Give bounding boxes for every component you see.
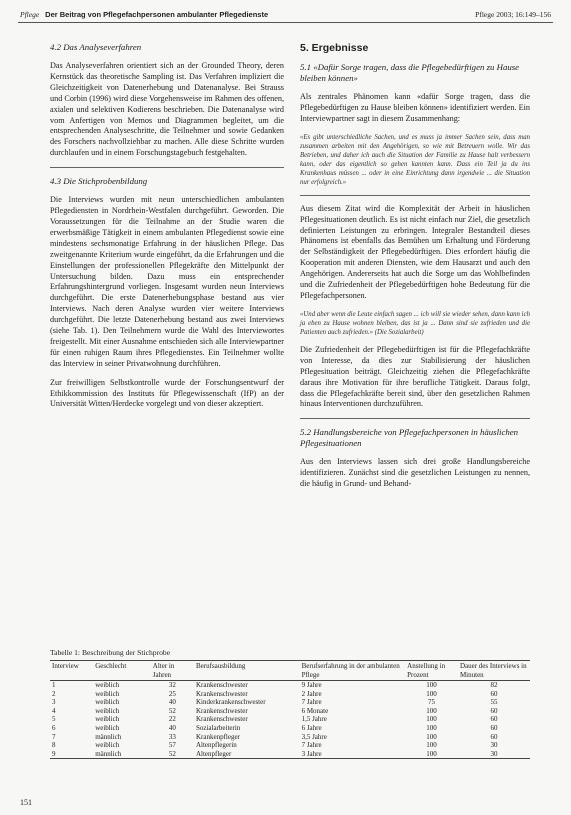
col-header-age: Alter in Jahren bbox=[151, 661, 194, 681]
table-row bbox=[50, 707, 530, 716]
section-4-3-heading: 4.3 Die Stichprobenbildung bbox=[50, 176, 148, 187]
cell-interview: 9 bbox=[50, 750, 93, 759]
table-header-row bbox=[50, 661, 530, 681]
cell-duration: 30 bbox=[458, 750, 530, 759]
table-body bbox=[50, 681, 530, 759]
col-header-training: Berufsausbildung bbox=[194, 661, 300, 681]
section-5-1-paragraph-2: Aus diesem Zitat wird die Komplexität der Arbeit in häuslichen Pflegesituationen deutlich. Es ist nicht einfach nur Ziel, die gesetzlich definierten Leistungen zu erbringen. Integraler Bestandteil dieses Phänomens ist ebenfalls das Bemühen um Erhaltung und Förderung der Selbständigkeit der Pflegebedürftigen. Dies erfordert häufig die Kooperation mit anderen Diensten, wie dem Hausarzt und auch den Angehörigen. Andererseits hat auch die Sorge um das Wohlbefinden und die Zufriedenheit der Pflegebedürftigen hohe Bedeutung für die Pflegefachpersonen. bbox=[300, 203, 530, 300]
cell-duration: 60 bbox=[490, 689, 498, 698]
section-4-2-paragraph: Das Analyseverfahren orientiert sich an der Grounded Theory, deren Kernstück das theoretische Sampling ist. Das Verfahren impliziert die Gleichzeitigkeit von Datenerhebung und Datenanalyse. Bei Strauss und Corbin (1996) wird diese Vorgehensweise im Rahmen des offenen, axialen und selektiven Kodierens beschrieben. Die Datenanalyse wird vom Anfertigen von Memos und Diagrammen begleitet, um die entsprechenden Analyseschritte, die Teilnehmer und sowie Gedanken des Forschers nachvollziehbar zu machen. Alle diese Schritte wurden durchlaufen und in einem Forschungstagebuch festgehalten. bbox=[50, 61, 284, 158]
cell-interview: 7 bbox=[52, 732, 56, 741]
cell-experience: 3 Jahre bbox=[300, 750, 406, 759]
cell-age: 22 bbox=[168, 715, 176, 724]
left-column bbox=[50, 42, 284, 418]
citation: Pflege 2003; 16:149–156 bbox=[475, 10, 551, 19]
cell-employment: 100 bbox=[426, 706, 437, 715]
cell-age: 40 bbox=[168, 698, 176, 707]
table-row bbox=[50, 681, 530, 690]
cell-experience: 6 Monate bbox=[301, 706, 329, 715]
cell-training: Krankenschwester bbox=[195, 706, 248, 715]
cell-training: Altenpflegerin bbox=[195, 741, 237, 750]
section-5-2-heading: 5.2 Handlungsbereiche von Pflegefachpersonen in häuslichen Pflegesituationen bbox=[300, 427, 519, 449]
cell-training: Altenpfleger bbox=[194, 750, 300, 759]
cell-interview: 5 bbox=[52, 715, 56, 724]
cell-training: Krankenschwester bbox=[195, 689, 248, 698]
cell-duration: 60 bbox=[490, 723, 498, 732]
cell-gender: weiblich bbox=[95, 689, 120, 698]
interview-quote-1: «Es gibt unterschiedliche Sachen, und es muss ja immer Sachen sein, dass man zusammen arbeiten mit den Angehörigen, so wie mit Betreuern wolle. Wir das Betrieben, und daher ich auch die Situation der Familie zu Hause halt verbessern kann, oder das eigentlich so gehen kannten kann. Dass ein Teil ja du ins Krankenhaus müssen ... oder in eine Einrichtung dann irgendwie ... die Situation nur erfolgreich.» bbox=[300, 133, 530, 186]
cell-gender: weiblich bbox=[95, 706, 120, 715]
cell-age: 52 bbox=[151, 750, 194, 759]
cell-training: Sozialarbeiterin bbox=[195, 723, 241, 732]
sample-table bbox=[50, 648, 530, 759]
cell-gender: männlich bbox=[93, 750, 151, 759]
running-title: Der Beitrag von Pflegefachpersonen ambulanter Pflegedienste bbox=[45, 10, 269, 19]
cell-interview: 3 bbox=[52, 698, 56, 707]
cell-interview: 6 bbox=[52, 723, 56, 732]
section-5-1-heading: 5.1 «Dafür Sorge tragen, dass die Pflegebedürftigen zu Hause bleiben können» bbox=[300, 62, 520, 83]
cell-duration: 60 bbox=[490, 706, 498, 715]
cell-training: Krankenschwester bbox=[195, 681, 248, 689]
cell-employment: 100 bbox=[405, 750, 458, 759]
cell-age: 40 bbox=[168, 723, 176, 732]
interview-quote-2: «Und aber wenn die Leute einfach sagen ... ich will sie wieder sehen, dann kann ich ja eben zu Hause wohnen bleiben, das ist ja ... Dann sind sie zufrieden und die Patienten auch zufrieden.» (Die Sozialarbeit) bbox=[300, 310, 530, 336]
running-head bbox=[20, 10, 268, 19]
col-header-duration: Dauer des Interviews in Minuten bbox=[458, 661, 530, 681]
table-row bbox=[50, 715, 530, 724]
cell-employment: 100 bbox=[426, 723, 437, 732]
cell-age: 25 bbox=[168, 689, 176, 698]
section-5-heading: 5. Ergebnisse bbox=[300, 42, 369, 54]
section-5-1-paragraph-3: Die Zufriedenheit der Pflegebedürftigen ist für die Pflegefachkräfte von Interesse, da dies zur Stabilisierung der häuslichen Pflegesituation beiträgt. Gleichzeitig ziehen die Pflegefachkräfte daraus ihre Motivation für ihre berufliche Tätigkeit. Daraus folgt, dass die Pflegefachkräfte bereit sind, über den gesetzlichen Rahmen hinaus Interventionen durchzuführen. bbox=[300, 344, 530, 409]
cell-age: 32 bbox=[168, 681, 176, 689]
cell-age: 33 bbox=[168, 732, 176, 741]
cell-experience: 9 Jahre bbox=[301, 681, 322, 689]
cell-duration: 60 bbox=[490, 715, 498, 724]
col-header-employment: Anstellung in Prozent bbox=[405, 661, 458, 681]
cell-employment: 100 bbox=[426, 741, 437, 750]
cell-duration: 55 bbox=[490, 698, 498, 707]
table-row bbox=[50, 733, 530, 742]
page-number: 151 bbox=[20, 798, 32, 807]
cell-gender: weiblich bbox=[95, 715, 120, 724]
cell-training: Kinderkrankenschwester bbox=[195, 698, 266, 707]
cell-experience: 7 Jahre bbox=[301, 741, 322, 750]
section-divider bbox=[50, 167, 284, 168]
cell-experience: 3,5 Jahre bbox=[301, 732, 327, 741]
section-5-2-paragraph: Aus den Interviews lassen sich drei große Handlungsbereiche identifizieren. Zunächst sind die gesetzlichen Leistungen zu nennen, die häufig in Grund- und Behand- bbox=[300, 457, 530, 489]
section-divider bbox=[300, 418, 530, 419]
cell-experience: 2 Jahre bbox=[301, 689, 322, 698]
cell-gender: weiblich bbox=[95, 741, 120, 750]
right-column bbox=[300, 42, 530, 498]
col-header-interview: Interview bbox=[50, 661, 93, 681]
cell-interview: 2 bbox=[52, 689, 56, 698]
table-row bbox=[50, 690, 530, 699]
table-row bbox=[50, 724, 530, 733]
table-row bbox=[50, 750, 530, 759]
cell-gender: männlich bbox=[95, 732, 122, 741]
cell-training: Krankenpfleger bbox=[195, 732, 240, 741]
section-5-1-paragraph-1: Als zentrales Phänomen kann «dafür Sorge tragen, dass die Pflegebedürftigen zu Hause bleiben können» identifiziert werden. Ein Interviewpartner sagt in diesem Zusammenhang: bbox=[300, 92, 530, 123]
cell-age: 52 bbox=[168, 706, 176, 715]
cell-experience: 7 Jahre bbox=[301, 698, 322, 707]
cell-gender: weiblich bbox=[95, 698, 120, 707]
sample-description-table bbox=[50, 660, 530, 759]
table-caption: Tabelle 1: Beschreibung der Stichprobe bbox=[50, 648, 171, 657]
section-4-3-paragraph-1: Die Interviews wurden mit neun unterschiedlichen ambulanten Pflegediensten in Nordrhein-Westfalen durchgeführt. Geworden. Die Voraussetzungen für die Teilnahme an der Studie waren die erwerbsmäßige Tätigkeit in einem ambulanten Pflegedienst sowie eine mindestens sechsmonatige Erfahrung in der häuslichen Pflege. Das zweitgenannte Kriterium wurde eingeführt, da die Erfahrungen und die Einstellungen der professionellen Pflegekräfte den Mittelpunkt der Untersuchung bilden. Dazu muss ein entsprechender Erfahrungshintergrund vorliegen. Insgesamt wurden neun Interviews durchgeführt. Die erste Datenerhebungsphase bestand aus vier Interviews. Nach deren Analyse wurden vier weitere Interviews durchgeführt. Die letzte Datenerhebung bestand aus zwei Interviews (siehe Tab. 1). Den Teilnehmern wurde die Wahl des Interviewortes freigestellt. Mit einer Ausnahme entschieden sich alle Interviewpartner für einen ruhigen Raum ihres Pflegedienstes. Ein Teilnehmer wollte das Interview in seiner Privatwohnung durchführen. bbox=[50, 195, 284, 368]
cell-duration: 60 bbox=[490, 732, 498, 741]
cell-employment: 100 bbox=[426, 715, 437, 724]
cell-duration: 82 bbox=[490, 681, 498, 689]
col-header-gender: Geschlecht bbox=[93, 661, 151, 681]
cell-duration: 30 bbox=[490, 741, 498, 750]
quote-divider bbox=[300, 195, 530, 196]
cell-training: Krankenschwester bbox=[195, 715, 248, 724]
cell-gender: weiblich bbox=[95, 723, 120, 732]
cell-interview: 1 bbox=[52, 681, 56, 689]
section-4-2-heading: 4.2 Das Analyseverfahren bbox=[50, 42, 142, 52]
cell-employment: 100 bbox=[426, 681, 437, 689]
cell-interview: 8 bbox=[52, 741, 56, 750]
col-header-experience: Berufserfahrung in der ambulanten Pflege bbox=[300, 661, 406, 681]
table-row bbox=[50, 741, 530, 750]
journal-name: Pflege bbox=[20, 10, 40, 19]
cell-age: 57 bbox=[168, 741, 176, 750]
cell-employment: 75 bbox=[428, 698, 436, 707]
cell-experience: 6 Jahre bbox=[301, 723, 322, 732]
cell-interview: 4 bbox=[52, 706, 56, 715]
cell-gender: weiblich bbox=[95, 681, 120, 689]
cell-employment: 100 bbox=[426, 689, 437, 698]
header-rule bbox=[18, 22, 553, 23]
cell-experience: 1,5 Jahre bbox=[301, 715, 327, 724]
table-row bbox=[50, 698, 530, 707]
cell-employment: 100 bbox=[426, 732, 437, 741]
section-4-3-paragraph-2: Zur freiwilligen Selbstkontrolle wurde der Forschungsentwurf der Ethikkommission des Instituts für Pflegewissenschaft (IfP) an der Universität Witten/Herdecke vorgelegt und von dieser akzeptiert. bbox=[50, 377, 284, 409]
